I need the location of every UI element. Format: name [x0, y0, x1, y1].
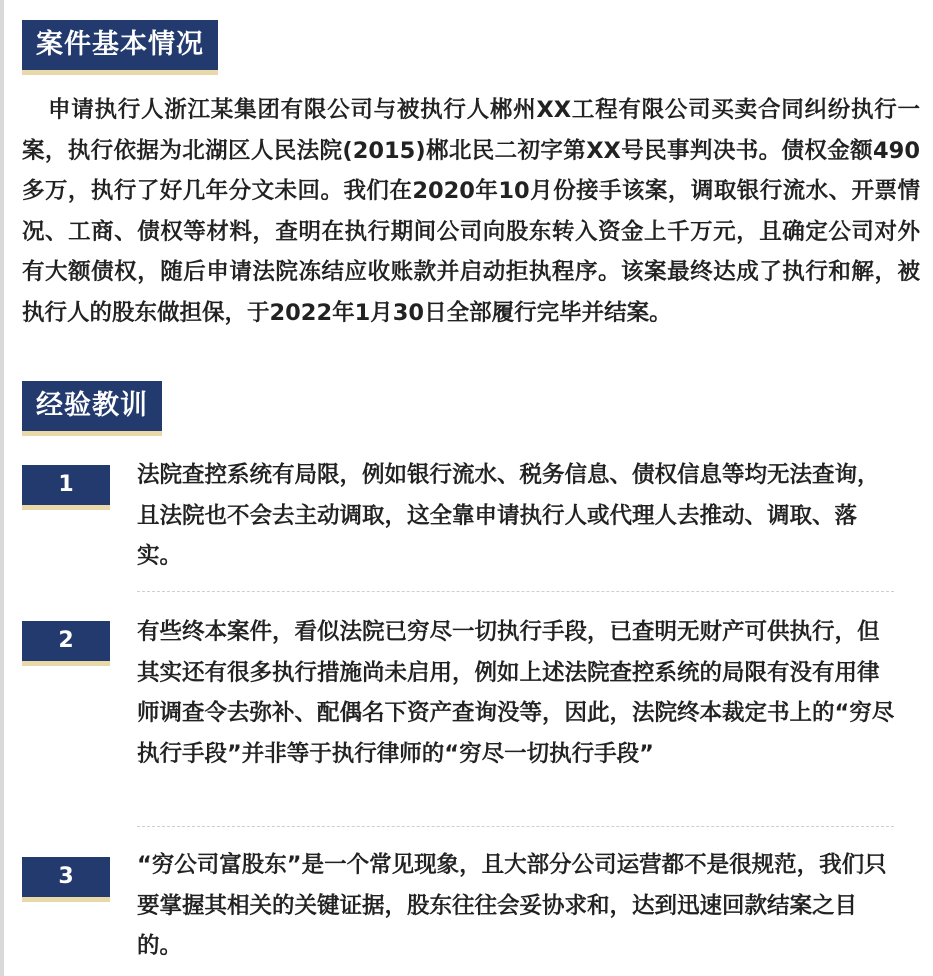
- case-overview-text: 申请执行人浙江某集团有限公司与被执行人郴州XX工程有限公司买卖合同纠纷执行一案，执行依据为北湖区人民法院(2015)郴北民二初字第XX号民事判决书。债权金额490多万，执行了好几年分文未回。我们在2020年10月份接手该案，调取银行流水、开票情况、工商、债权等材料，查明在执行期间公司向股东转入资金上千万元，且确定公司对外有大额债权，随后申请法院冻结应收账款并启动拒执程序。该案最终达成了执行和解，被执行人的股东做担保，于2022年1月30日全部履行完毕并结案。: [22, 97, 920, 326]
- lesson-divider: [137, 591, 894, 592]
- lesson-number-badge: 2: [22, 621, 110, 666]
- lesson-item-text: “穷公司富股东”是一个常见现象，且大部分公司运营都不是很规范，我们只要掌握其相关的关键证据，股东往往会妥协求和，达到迅速回款结案之目的。: [137, 852, 887, 959]
- lesson-item-text: 法院查控系统有局限，例如银行流水、税务信息、债权信息等均无法查询，且法院也不会去主动调取，这全靠申请执行人或代理人去推动、调取、落实。: [137, 462, 880, 569]
- case-overview-heading: 案件基本情况: [22, 20, 218, 75]
- lesson-item-text: 有些终本案件，看似法院已穷尽一切执行手段，已查明无财产可供执行，但其实还有很多执行措施尚未启用，例如上述法院查控系统的局限有没有用律师调查令去弥补、配偶名下资产查询没等，因此，法院终本裁定书上的“穷尽执行手段”并非等于执行律师的“穷尽一切执行手段”: [137, 619, 895, 767]
- lesson-number-badge: 1: [22, 465, 110, 510]
- lesson-number-badge: 3: [22, 857, 110, 902]
- lessons-heading: 经验教训: [22, 381, 162, 436]
- left-border: [0, 0, 4, 976]
- lesson-divider: [137, 826, 894, 827]
